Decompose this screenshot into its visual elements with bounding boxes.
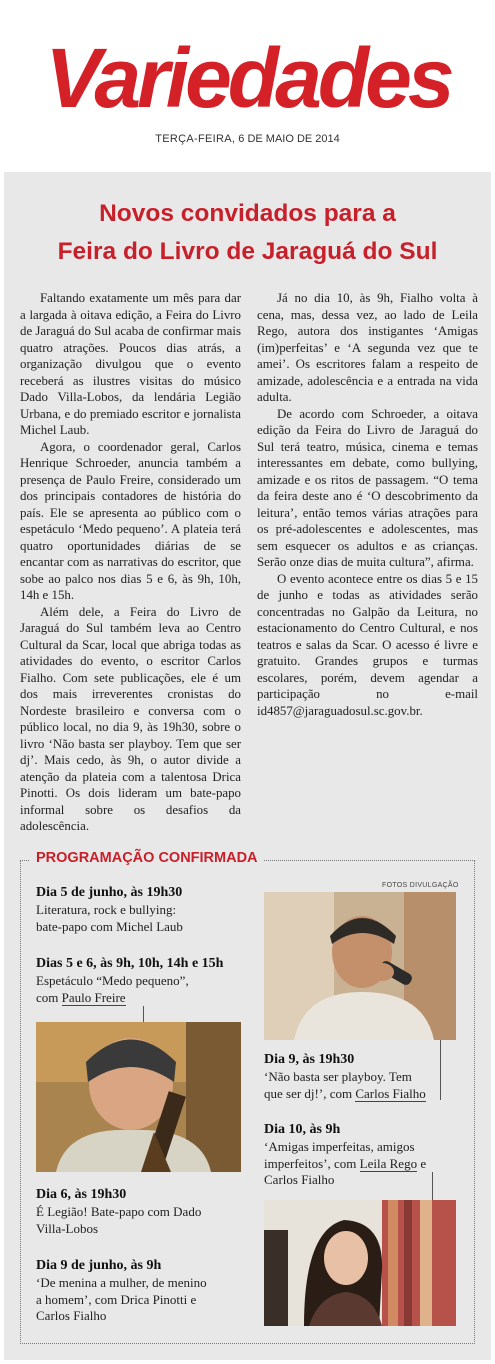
article-paragraph: Faltando exatamente um mês para dar a largada à oitava edição, a Feira do Livro de Jaraguá do Sul acaba de confirmar mais quatro atrações. Poucos dias atrás, a organização divulgou que o evento receberá as ilustres visitas do músico Dado Villa-Lobos, da lendária Legião Urbana, e do premiado escritor e jornalista Michel Laub. — [20, 291, 241, 437]
program-event — [36, 1186, 256, 1237]
portrait-illustration — [264, 892, 456, 1040]
article-paragraph: O evento acontece entre os dias 5 e 15 de junho e todas as atividades serão concentradas no Galpão da Leitura, no estacionamento do Centro Cultural, e nos teatros e salas da Scar. O acesso é livre e gratuito. Grandes grupos e turmas escolares, porém, devem agendar a participação no e-mail id4857@jaraguadosul.sc.gov.br. — [257, 571, 478, 718]
event-line: Espetáculo “Medo pequeno”, — [36, 973, 189, 988]
caption-leader-line — [432, 1172, 433, 1202]
headline-line-2: Feira do Livro de Jaraguá do Sul — [57, 238, 438, 265]
article-paragraph: Já no dia 10, às 9h, Fialho volta à cena, mas, dessa vez, ao lado de Leila Rego, autora dos instigantes ‘Amigas (im)perfeitas’ e ‘A segunda vez que te amei’. Os escritores falam a respeito de amizade, adolescência e a entrada na vida adulta. — [257, 291, 478, 404]
event-line: ‘Não basta ser playboy. Tem — [264, 1069, 412, 1084]
event-line-prefix: imperfeitos’, com — [264, 1155, 360, 1171]
masthead — [0, 0, 495, 170]
photo-carlos-fialho — [264, 892, 456, 1040]
event-line — [264, 1156, 469, 1173]
photo-credit: FOTOS DIVULGAÇÃO — [382, 882, 459, 889]
section-logo: Variedades — [45, 31, 451, 125]
event-line: ‘De menina a mulher, de menino — [36, 1275, 207, 1290]
headline-line-1: Novos convidados para a — [99, 200, 396, 227]
event-heading: Dia 9 de junho, às 9h — [36, 1258, 162, 1273]
event-line-prefix: que ser dj!’, com — [264, 1085, 356, 1101]
event-line: Carlos Fialho — [36, 1308, 107, 1323]
event-heading: Dia 6, às 19h30 — [36, 1187, 127, 1202]
article-paragraph: Agora, o coordenador geral, Carlos Henrique Schroeder, anuncia também a presença de Paulo Freire, considerado um dos principais contadores de história do país. Ele se apresenta ao público com o espetáculo ‘Medo pequeno’. A plateia terá quatro oportunidades diárias de se encantar com as narrativas do escritor, que sobe ao palco nos dias 5 e 6, às 9h, 10h, 14h e 15h. — [20, 439, 241, 602]
event-line-prefix: com — [36, 989, 62, 1005]
event-line: bate-papo com Michel Laub — [36, 918, 183, 934]
article-paragraph: De acordo com Schroeder, a oitava edição da Feira do Livro de Jaraguá do Sul terá teatro, música, cinema e temas interessantes em debate, como bullying, amizade e os ritos de passagem. “O tema da feira deste ano é ‘O descobrimento da leitura’, então temos várias atrações para os pré-adolescentes e adolescentes, mas sem esquecer os adultos e as crianças. Serão onze dias de muita cultura”, afirma. — [257, 406, 478, 569]
photo-leila-rego — [264, 1200, 456, 1326]
program-event — [264, 1121, 469, 1189]
date-weekday: TERÇA-FEIRA, — [155, 133, 236, 145]
event-line: Villa-Lobos — [36, 1220, 99, 1236]
event-line — [36, 990, 266, 1007]
date-day-month-year: 6 DE MAIO DE 2014 — [235, 133, 340, 145]
event-line — [264, 1086, 469, 1103]
program-event — [264, 1051, 469, 1102]
program-event — [36, 884, 256, 935]
event-line: Carlos Fialho — [264, 1172, 335, 1187]
portrait-illustration — [36, 1022, 241, 1172]
program-title: PROGRAMAÇÃO CONFIRMADA — [30, 850, 264, 866]
event-person: Carlos Fialho — [355, 1085, 426, 1101]
article-headline — [14, 195, 481, 271]
portrait-illustration — [264, 1200, 456, 1326]
event-heading: Dias 5 e 6, às 9h, 10h, 14h e 15h — [36, 956, 224, 971]
article-paragraph: Além dele, a Feira do Livro de Jaraguá do Sul também leva ao Centro Cultural da Scar, local que abriga todas as atividades do evento, o escritor Carlos Fialho. Com sete publicações, ele é um dos mais irreverentes cronistas do Nordeste brasileiro e conversa com o público local, no dia 9, às 19h30, sobre o livro ‘Não basta ser playboy. Tem que ser dj’. Mais cedo, às 9h, o autor divide a atenção da plateia com a talentosa Drica Pinotti. Os dois lideram um bate-papo informal sobre os desafios da adolescência. — [20, 604, 241, 833]
program-event — [36, 1257, 266, 1325]
event-line: ‘Amigas imperfeitas, amigos — [264, 1139, 415, 1154]
event-person: Leila Rego — [359, 1155, 418, 1171]
event-person: Paulo Freire — [61, 989, 126, 1005]
event-heading: Dia 10, às 9h — [264, 1122, 341, 1137]
event-line: É Legião! Bate-papo com Dado — [36, 1204, 202, 1219]
event-line: Literatura, rock e bullying: — [36, 902, 177, 917]
photo-paulo-freire — [36, 1022, 241, 1172]
event-line-suffix: e — [417, 1155, 427, 1171]
program-event — [36, 955, 266, 1006]
event-heading: Dia 5 de junho, às 19h30 — [36, 885, 183, 900]
issue-date — [0, 133, 495, 145]
article-body — [20, 290, 478, 838]
event-heading: Dia 9, às 19h30 — [264, 1052, 355, 1067]
event-line: a homem’, com Drica Pinotti e — [36, 1291, 197, 1307]
